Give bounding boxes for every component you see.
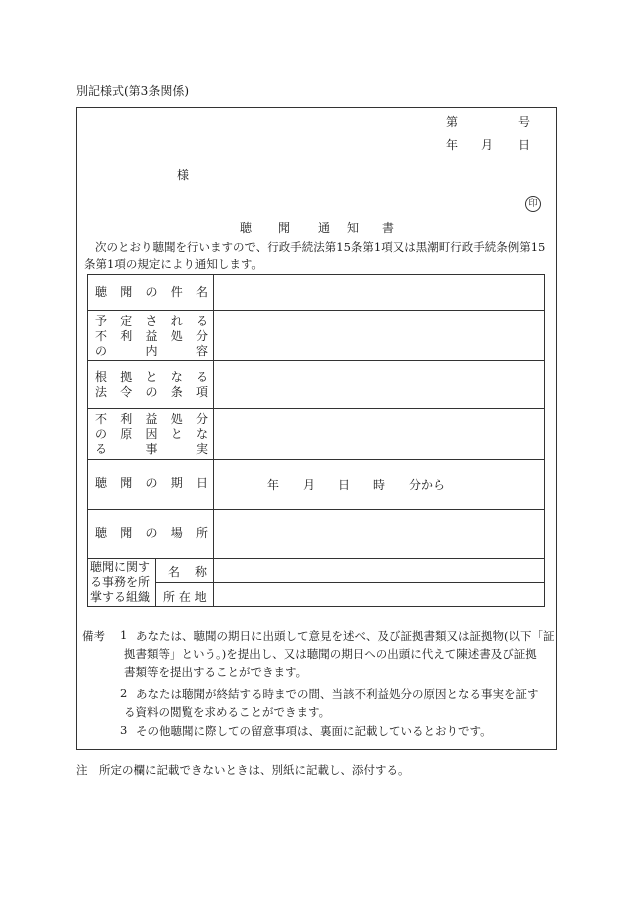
date-year: 年 <box>446 138 459 152</box>
number-suffix: 号 <box>518 115 531 129</box>
date-month: 月 <box>481 138 494 152</box>
label-org-name-2: 称 <box>195 565 208 579</box>
note-1-line-2: 拠書類等」という。)を提出し、又は聴聞の期日への出頭に代えて陳述書及び証拠 <box>124 647 537 661</box>
date-value-year: 年 <box>267 478 280 492</box>
note-1-number: 1 <box>120 628 128 642</box>
date-value-hour: 時 <box>373 478 386 492</box>
date-day: 日 <box>518 138 531 152</box>
title-char-3: 通 <box>318 221 331 235</box>
notes-label: 備考 <box>82 629 105 643</box>
label-legal-basis: 根 拠 と な る 法 令 の 条 項 <box>95 370 208 399</box>
date-value-minute: 分から <box>409 478 446 492</box>
label-hearing-date: 聴 聞 の 期 日 <box>95 476 208 490</box>
label-planned-action: 予 定 さ れ る 不 利 益 処 分 の 内 容 <box>95 314 208 358</box>
note-2-line-1: あなたは聴聞が終結する時までの間、当該不利益処分の原因となる事実を証す <box>136 687 539 701</box>
note-3-line-1: その他聴聞に際しての留意事項は、裏面に記載しているとおりです。 <box>136 724 492 738</box>
note-2-number: 2 <box>120 686 128 700</box>
row-divider <box>87 408 545 409</box>
column-divider <box>155 558 156 607</box>
row-divider <box>87 509 545 510</box>
form-id: 別記様式(第3条関係) <box>76 84 189 98</box>
seal-icon: 印 <box>525 196 541 212</box>
label-organization: 聴聞に関す る事務を所 掌する組織 <box>90 560 151 604</box>
title-char-2: 聞 <box>278 221 291 235</box>
row-divider <box>87 360 545 361</box>
date-value-day: 日 <box>338 478 351 492</box>
title-char-5: 書 <box>382 221 395 235</box>
label-facts: 不 利 益 処 分 の 原 因 と な る 事 実 <box>95 412 208 456</box>
label-org-address: 所 在 地 <box>163 590 207 604</box>
number-prefix: 第 <box>446 115 459 129</box>
date-value-month: 月 <box>303 478 316 492</box>
intro-line-1: 次のとおり聴聞を行いますので、行政手続法第15条第1項又は黒潮町行政手続条例第15 <box>95 240 546 254</box>
note-2-line-2: る資料の閲覧を求めることができます。 <box>124 705 331 719</box>
title-char-4: 知 <box>347 221 360 235</box>
intro-line-2: 条第1項の規定により通知します。 <box>84 257 263 271</box>
title-char-1: 聴 <box>240 221 253 235</box>
label-subject: 聴 聞 の 件 名 <box>95 285 208 299</box>
addressee-suffix: 様 <box>177 168 190 182</box>
note-1-line-3: 書類等を提出することができます。 <box>124 665 308 679</box>
label-hearing-place: 聴 聞 の 場 所 <box>95 526 208 540</box>
footnote: 注 所定の欄に記載できないときは、別紙に記載し、添付する。 <box>76 763 410 777</box>
row-divider <box>87 459 545 460</box>
note-3-number: 3 <box>120 723 128 737</box>
note-1-line-1: あなたは、聴聞の期日に出頭して意見を述べ、及び証拠書類又は証拠物(以下「証 <box>136 629 555 643</box>
row-divider <box>87 310 545 311</box>
label-org-name-1: 名 <box>168 565 181 579</box>
column-divider <box>213 274 214 607</box>
